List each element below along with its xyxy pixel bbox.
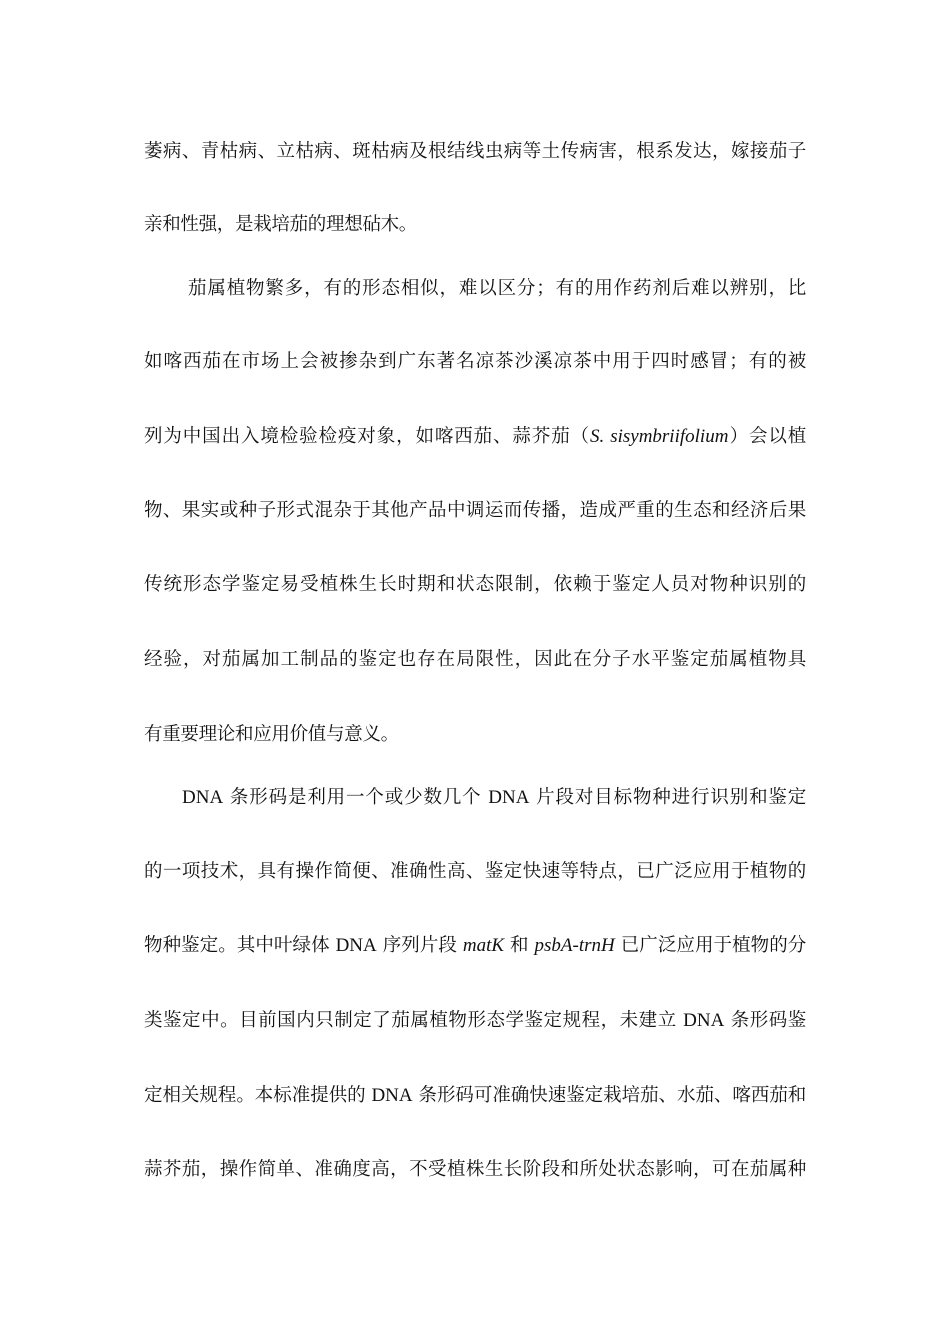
text-line: 传统形态学鉴定易受植株生长时期和状态限制，依赖于鉴定人员对物种识别的 [144, 574, 806, 595]
text-line: 经验，对茄属加工制品的鉴定也存在局限性，因此在分子水平鉴定茄属植物具 [144, 649, 806, 670]
text-segment: DNA [488, 787, 530, 808]
text-line: 有重要理论和应用价值与意义。 [144, 724, 399, 745]
text-segment: 条形码可准确快速鉴定栽培茄、水茄、喀西茄和 [412, 1085, 806, 1106]
text-segment: 物种鉴定。其中叶绿体 [144, 935, 336, 956]
text-segment: 片段对目标物种进行识别和鉴定 [529, 787, 806, 808]
text-segment: 序列片段 [376, 935, 463, 956]
gene-name: psbA-trnH [534, 935, 615, 956]
text-segment: 已广泛应用于植物的分 [614, 935, 806, 956]
text-line: 蒜芥茄，操作简单、准确度高，不受植株生长阶段和所处状态影响，可在茄属种 [144, 1159, 806, 1180]
text-line: 的一项技术，具有操作简便、准确性高、鉴定快速等特点，已广泛应用于植物的 [144, 861, 806, 882]
text-segment: 定相关规程。本标准提供的 [144, 1085, 372, 1106]
text-segment: DNA [182, 787, 224, 808]
text-segment: 类鉴定中。目前国内只制定了茄属植物形态学鉴定规程，未建立 [144, 1010, 684, 1031]
text-line: 如喀西茄在市场上会被掺杂到广东著名凉茶沙溪凉茶中用于四时感冒；有的被 [144, 351, 806, 372]
text-line [182, 785, 806, 811]
text-line: 茄属植物繁多，有的形态相似，难以区分；有的用作药剂后难以辨别，比 [188, 278, 806, 299]
text-segment: 条形码鉴 [724, 1010, 806, 1031]
text-segment: DNA [335, 935, 377, 956]
text-segment: ）会以植 [728, 426, 806, 447]
text-line: 物、果实或种子形式混杂于其他产品中调运而传播，造成严重的生态和经济后果 [144, 500, 806, 521]
text-segment: 列为中国出入境检验检疫对象，如喀西茄、蒜芥茄（ [144, 426, 590, 447]
text-line [144, 1083, 806, 1109]
text-line [144, 1008, 806, 1034]
text-segment: 和 [504, 935, 535, 956]
text-line [144, 424, 806, 450]
gene-name: matK [462, 935, 505, 956]
text-segment: 条形码是利用一个或少数几个 [223, 787, 489, 808]
text-line: 萎病、青枯病、立枯病、斑枯病及根结线虫病等土传病害，根系发达，嫁接茄子 [144, 141, 806, 162]
text-segment: DNA [683, 1010, 725, 1031]
text-line [144, 933, 806, 959]
text-line: 亲和性强，是栽培茄的理想砧木。 [144, 214, 418, 235]
text-segment: DNA [371, 1085, 413, 1106]
species-name: S. sisymbriifolium [590, 426, 729, 447]
